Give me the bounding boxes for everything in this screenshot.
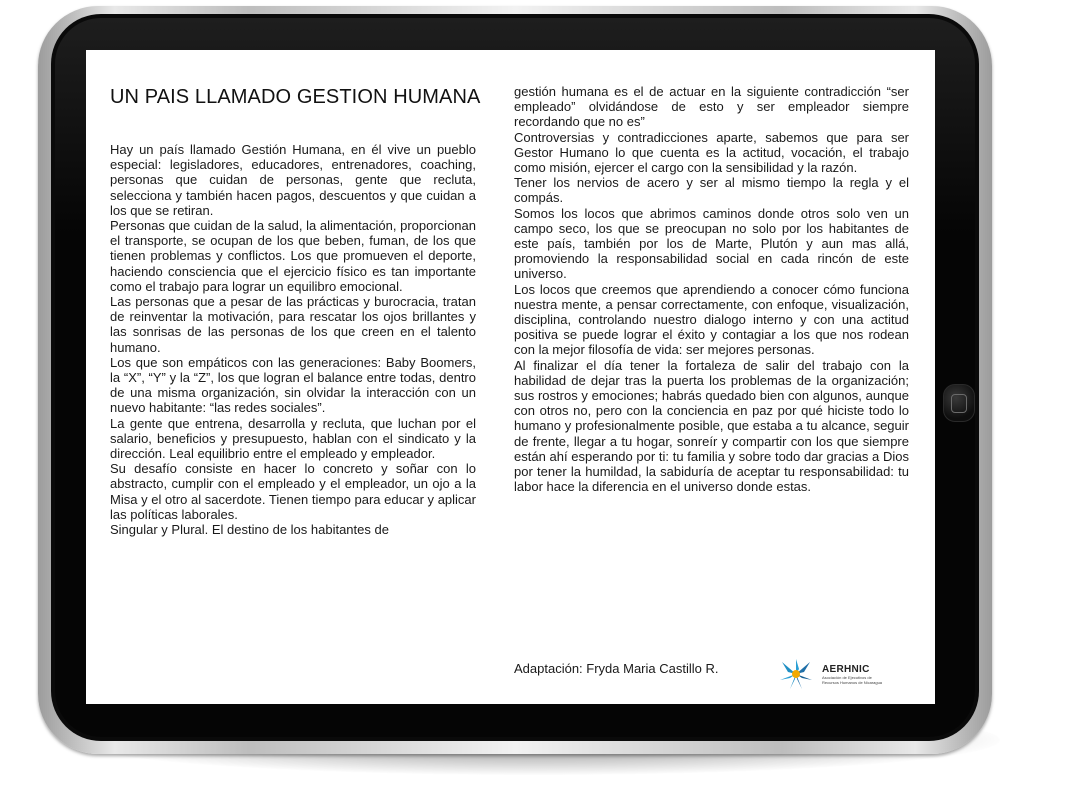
paragraph: Su desafío consiste en hacer lo concreto y soñar con lo abstracto, cumplir con el empleado y el empleador, un ojo a la Misa y el otro al sacerdote. Tienen tiempo para educar y aplicar las políticas laborales. xyxy=(110,461,476,522)
paragraph: La gente que entrena, desarrolla y recluta, que luchan por el salario, beneficios y presupuesto, hablan con el sindicato y la dirección. Leal equilibrio entre el empleado y empleador. xyxy=(110,415,476,462)
home-button[interactable] xyxy=(943,384,975,422)
logo-subtitle-2: Recursos Humanos de Nicaragua xyxy=(822,679,883,685)
paragraph: Tener los nervios de acero y ser al mismo tiempo la regla y el compás. xyxy=(514,175,909,206)
logo-emblem-icon xyxy=(776,657,816,691)
aerhnic-logo xyxy=(776,655,908,693)
logo-name: AERHNIC xyxy=(822,663,870,675)
logo-subtitle-1: Asociación de Ejecutivos de xyxy=(822,674,872,680)
paragraph: Los locos que creemos que aprendiendo a conocer cómo funciona nuestra mente, a pensar correctamente, con enfoque, visualización, disciplina, controlando nuestro dialogo interno y con una actitud positiva se puede lograr el éxito y contagiar a los que nos rodean con la mejor filosofía de vida: ser mejores personas. xyxy=(514,281,909,358)
paragraph: Las personas que a pesar de las prácticas y burocracia, tratan de reinventar la motivación, para rescatar los ojos brillantes y las sonrisas de las personas de los que creen en el talento humano. xyxy=(110,294,476,355)
paragraph: Hay un país llamado Gestión Humana, en él vive un pueblo especial: legisladores, educadores, entrenadores, coaching, personas que cuidan de personas, gente que recluta, selecciona y también hacen pagos, descuentos y que cuidan a los que se retiran. xyxy=(110,142,476,218)
tablet-screen xyxy=(86,50,935,704)
paragraph: Personas que cuidan de la salud, la alimentación, proporcionan el transporte, se ocupan de los que beben, fuman, de los que tienen problemas y conflictos. Los que promueven el deporte, haciendo consciencia que el ejercicio físico es tan importante como el trabajo para lograr un equilibro emocional. xyxy=(110,218,476,294)
paragraph: Somos los locos que abrimos caminos donde otros solo ven un campo seco, los que se preocupan no solo por los habitantes de este país, también por los de Marte, Plutón y aun mas allá, promoviendo la responsabilidad social en cada rincón de este universo. xyxy=(514,205,909,282)
author-credit: Adaptación: Fryda Maria Castillo R. xyxy=(514,661,719,676)
paragraph: Los que son empáticos con las generaciones: Baby Boomers, la “X”, “Y” y la “Z”, los que logran el balance entre todas, dentro de una misma organización, sin olvidar la interacción con un nuevo habitante: “las redes sociales”. xyxy=(110,354,476,416)
paragraph: gestión humana es el de actuar en la siguiente contradicción “ser empleado” olvidándose de esto y ser empleador siempre recordando que no es” xyxy=(514,84,909,130)
paragraph: Al finalizar el día tener la fortaleza de salir del trabajo con la habilidad de dejar tras la puerta los problemas de la organización; sus rostros y emociones; habrás quedado bien con algunos, aunque con otros no, pero con la conciencia en paz por qué hiciste todo lo humano y profesionalmente posible, que estaba a tu alcance, seguir de frente, llegar a tu hogar, sonreír y compartir con los que siempre están ahí esperando por ti: tu familia y sobre todo dar gracias a Dios por tener la humildad, la sabiduría de aceptar tu responsabilidad: tu labor hace la diferencia en el universo donde estas. xyxy=(514,357,909,495)
paragraph: Controversias y contradicciones aparte, sabemos que para ser Gestor Humano lo que cuenta es la actitud, vocación, el trabajo como misión, ejercer el cargo con la sensibilidad y la razón. xyxy=(514,129,909,176)
square-icon xyxy=(951,394,967,413)
paragraph: Singular y Plural. El destino de los habitantes de xyxy=(110,522,389,538)
article-title: UN PAIS LLAMADO GESTION HUMANA xyxy=(110,86,481,108)
right-column xyxy=(514,84,909,494)
left-column xyxy=(110,142,476,537)
